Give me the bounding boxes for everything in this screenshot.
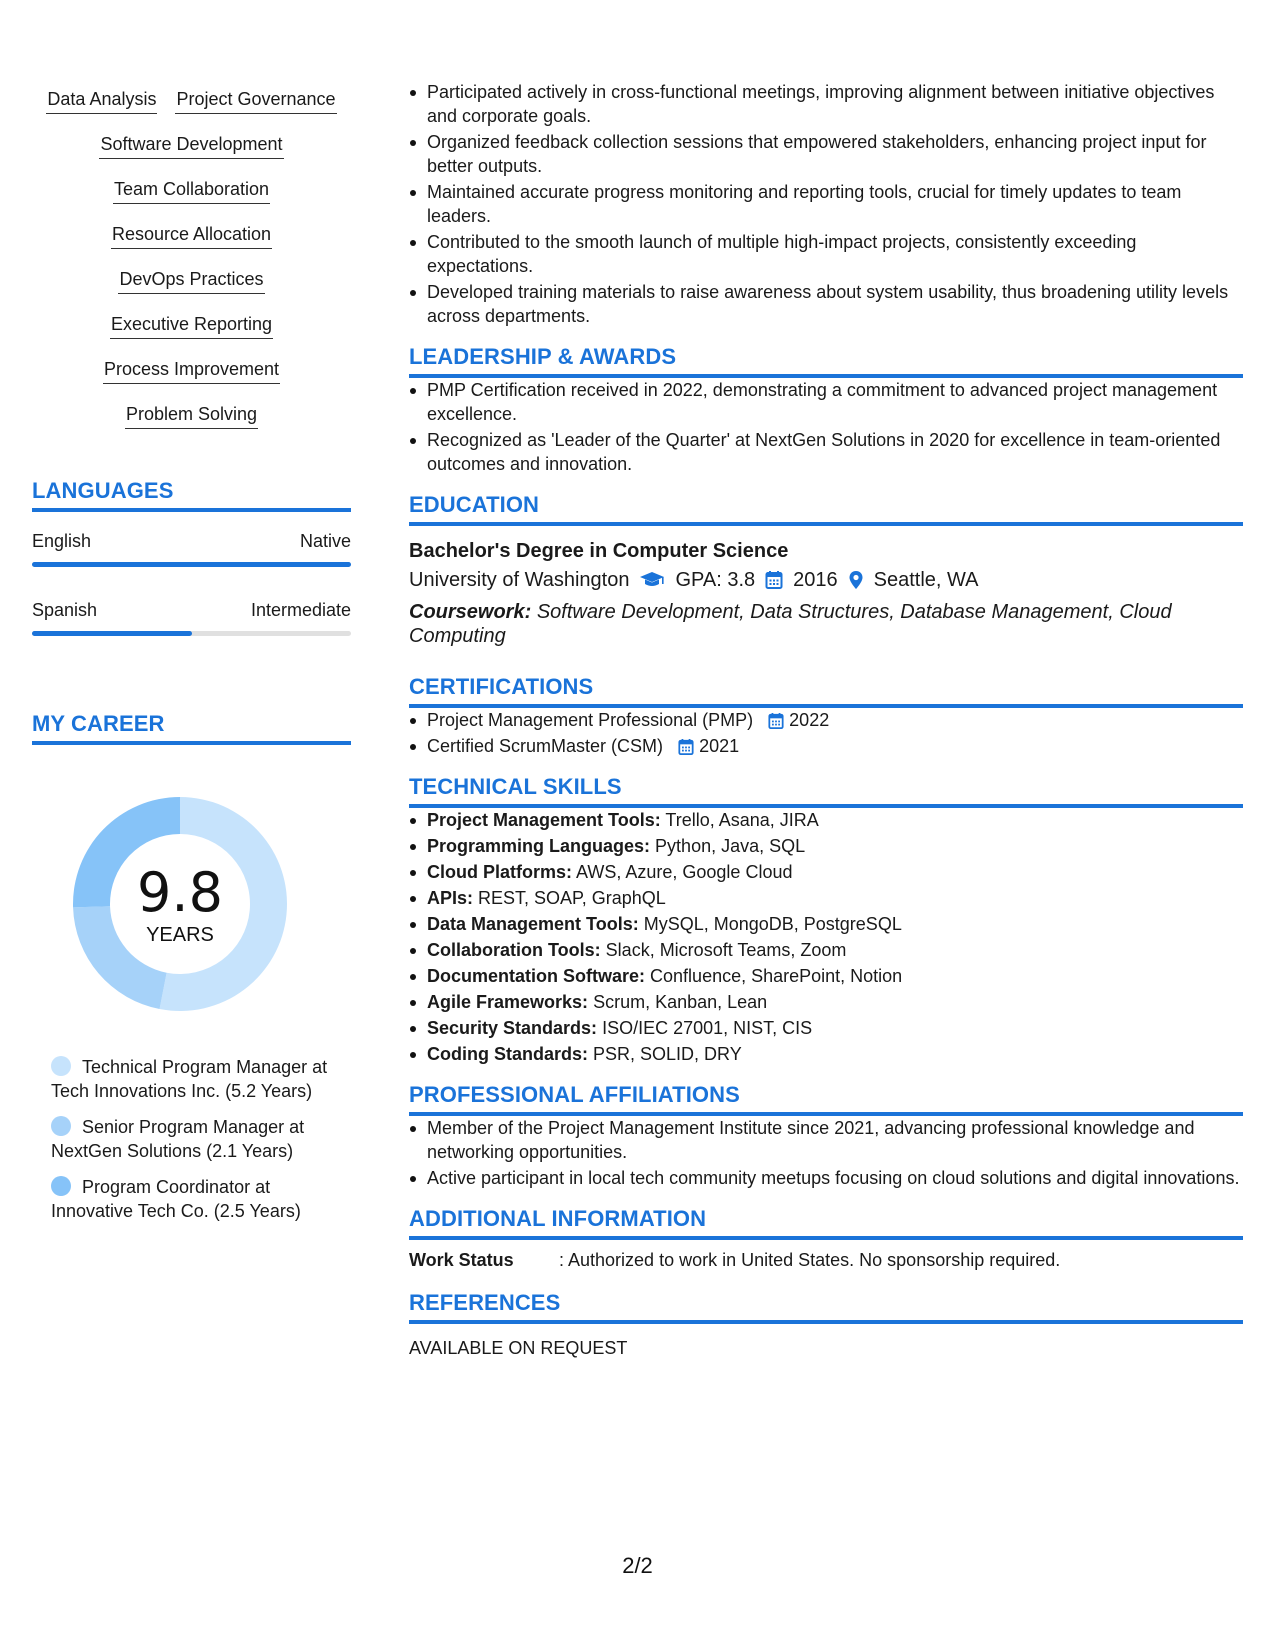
coursework-label: Coursework: <box>409 601 532 623</box>
skill-tag: Resource Allocation <box>111 215 272 249</box>
school-location: Seattle, WA <box>873 569 979 591</box>
language-proficiency-fill <box>32 631 192 636</box>
language-level: Native <box>299 531 351 551</box>
gpa: GPA: 3.8 <box>675 569 756 591</box>
skill-tags <box>32 80 351 440</box>
affiliations-heading: PROFESSIONAL AFFILIATIONS <box>409 1082 1243 1116</box>
language-proficiency-bar <box>32 562 351 567</box>
skill-tag: Problem Solving <box>125 395 258 429</box>
skill-tag: Software Development <box>99 125 283 159</box>
language-item <box>32 530 351 567</box>
certification-year: 2021 <box>699 736 740 756</box>
languages-section <box>32 478 351 636</box>
work-status-value: : Authorized to work in United States. No sponsorship required. <box>559 1250 1061 1270</box>
career-legend <box>32 1055 331 1223</box>
skill-values: Scrum, Kanban, Lean <box>593 992 768 1012</box>
certifications-heading: CERTIFICATIONS <box>409 674 1243 708</box>
page-number: 2/2 <box>622 1553 653 1578</box>
language-item <box>32 599 351 636</box>
experience-bullet: Contributed to the smooth launch of multiple high-impact projects, consistently exceeding expectations. <box>427 230 1243 278</box>
technical-skills-list <box>409 808 1243 1066</box>
graduation-cap-icon <box>639 570 665 590</box>
skill-category: Cloud Platforms: <box>427 862 573 882</box>
technical-skills-heading: TECHNICAL SKILLS <box>409 774 1243 808</box>
certification-year: 2022 <box>789 710 830 730</box>
legend-label: Senior Program Manager at NextGen Solutions (2.1 Years) <box>51 1117 305 1161</box>
work-status-label: Work Status <box>409 1250 514 1270</box>
skill-values: REST, SOAP, GraphQL <box>478 888 666 908</box>
skill-tag-row <box>103 350 280 395</box>
technical-skill-item <box>427 886 1243 910</box>
references-heading: REFERENCES <box>409 1290 1243 1324</box>
certifications-list <box>409 708 1243 758</box>
technical-skill-item <box>427 912 1243 936</box>
career-section <box>32 711 351 1223</box>
technical-skill-item <box>427 990 1243 1014</box>
skill-category: Documentation Software: <box>427 966 646 986</box>
references-section <box>409 1290 1243 1360</box>
skill-values: Confluence, SharePoint, Notion <box>650 966 903 986</box>
leadership-item: Recognized as 'Leader of the Quarter' at NextGen Solutions in 2020 for excellence in team-oriented outcomes and innovation. <box>427 428 1243 476</box>
skill-values: Python, Java, SQL <box>655 836 806 856</box>
skill-category: Data Management Tools: <box>427 914 639 934</box>
calendar-icon <box>768 712 784 730</box>
leadership-list <box>409 378 1243 476</box>
technical-skills-section <box>409 774 1243 1066</box>
technical-skill-item <box>427 860 1243 884</box>
experience-bullet: Developed training materials to raise awareness about system usability, thus broadening utility levels across departments. <box>427 280 1243 328</box>
skill-tag-row <box>113 170 270 215</box>
language-level: Intermediate <box>250 600 351 620</box>
certifications-section <box>409 674 1243 758</box>
graduation-year: 2016 <box>793 569 838 591</box>
main-content <box>409 80 1243 1360</box>
skill-category: Agile Frameworks: <box>427 992 589 1012</box>
career-legend-item <box>51 1115 331 1163</box>
coursework <box>409 600 1243 648</box>
skill-values: Slack, Microsoft Teams, Zoom <box>605 940 847 960</box>
language-name: Spanish <box>32 600 98 620</box>
legend-label: Technical Program Manager at Tech Innovations Inc. (5.2 Years) <box>51 1057 328 1101</box>
skill-tag-row <box>99 125 283 170</box>
leadership-heading: LEADERSHIP & AWARDS <box>409 344 1243 378</box>
technical-skill-item <box>427 1016 1243 1040</box>
skill-category: APIs: <box>427 888 474 908</box>
experience-bullet: Maintained accurate progress monitoring and reporting tools, crucial for timely updates to team leaders. <box>427 180 1243 228</box>
affiliations-section <box>409 1082 1243 1190</box>
experience-bullet: Participated actively in cross-functional meetings, improving alignment between initiative objectives and corporate goals. <box>427 80 1243 128</box>
skill-category: Security Standards: <box>427 1018 598 1038</box>
legend-dot-icon <box>51 1176 71 1196</box>
skill-tag: Project Governance <box>175 80 336 114</box>
language-name: English <box>32 531 92 551</box>
skill-values: ISO/IEC 27001, NIST, CIS <box>602 1018 813 1038</box>
language-proficiency-bar <box>32 631 351 636</box>
skill-tag: DevOps Practices <box>118 260 264 294</box>
experience-bullets <box>409 80 1243 328</box>
career-total-years: 9.8 <box>137 861 223 924</box>
certification-item <box>427 708 1243 732</box>
sidebar <box>32 80 351 1235</box>
experience-bullet: Organized feedback collection sessions that empowered stakeholders, enhancing project input for better outputs. <box>427 130 1243 178</box>
leadership-item: PMP Certification received in 2022, demonstrating a commitment to advanced project management excellence. <box>427 378 1243 426</box>
references-text: AVAILABLE ON REQUEST <box>409 1338 628 1358</box>
skill-category: Collaboration Tools: <box>427 940 601 960</box>
skill-category: Coding Standards: <box>427 1044 588 1064</box>
calendar-icon <box>765 570 783 590</box>
degree-title: Bachelor's Degree in Computer Science <box>409 540 789 562</box>
education-heading: EDUCATION <box>409 492 1243 526</box>
skill-category: Programming Languages: <box>427 836 651 856</box>
certification-name: Certified ScrumMaster (CSM) <box>427 736 664 756</box>
career-legend-item <box>51 1055 331 1103</box>
certification-name: Project Management Professional (PMP) <box>427 710 754 730</box>
technical-skill-item <box>427 808 1243 832</box>
languages-heading: LANGUAGES <box>32 478 351 512</box>
skill-tag-row <box>111 215 272 260</box>
skill-values: PSR, SOLID, DRY <box>593 1044 742 1064</box>
language-proficiency-fill <box>32 562 351 567</box>
skill-tag: Team Collaboration <box>113 170 270 204</box>
skill-tag: Process Improvement <box>103 350 280 384</box>
skill-tag: Executive Reporting <box>110 305 273 339</box>
skill-values: Trello, Asana, JIRA <box>665 810 819 830</box>
legend-dot-icon <box>51 1056 71 1076</box>
location-pin-icon <box>848 570 864 590</box>
technical-skill-item <box>427 938 1243 962</box>
technical-skill-item <box>427 1042 1243 1066</box>
skill-tag-row <box>125 395 258 440</box>
skill-tag-row <box>118 260 264 305</box>
career-legend-item <box>51 1175 331 1223</box>
affiliations-list <box>409 1116 1243 1190</box>
career-donut-chart <box>67 791 293 1017</box>
education-section <box>409 492 1243 648</box>
legend-label: Program Coordinator at Innovative Tech Co. (2.5 Years) <box>51 1177 301 1221</box>
skill-values: MySQL, MongoDB, PostgreSQL <box>643 914 902 934</box>
skill-tag: Data Analysis <box>46 80 157 114</box>
additional-info-section <box>409 1206 1243 1272</box>
leadership-section <box>409 344 1243 476</box>
skill-values: AWS, Azure, Google Cloud <box>576 862 793 882</box>
career-heading: MY CAREER <box>32 711 351 745</box>
additional-info-heading: ADDITIONAL INFORMATION <box>409 1206 1243 1240</box>
affiliation-item: Member of the Project Management Institute since 2021, advancing professional knowledge and networking opportunities. <box>427 1116 1243 1164</box>
skill-tag-row <box>46 80 336 125</box>
school-name: University of Washington <box>409 569 630 591</box>
technical-skill-item <box>427 834 1243 858</box>
coursework-list: Software Development, Data Structures, Database Management, Cloud Computing <box>409 601 1172 647</box>
certification-item <box>427 734 1243 758</box>
career-years-unit: YEARS <box>146 924 214 946</box>
legend-dot-icon <box>51 1116 71 1136</box>
technical-skill-item <box>427 964 1243 988</box>
skill-tag-row <box>110 305 273 350</box>
skill-category: Project Management Tools: <box>427 810 661 830</box>
calendar-icon <box>678 738 694 756</box>
affiliation-item: Active participant in local tech community meetups focusing on cloud solutions and digital innovations. <box>427 1166 1243 1190</box>
